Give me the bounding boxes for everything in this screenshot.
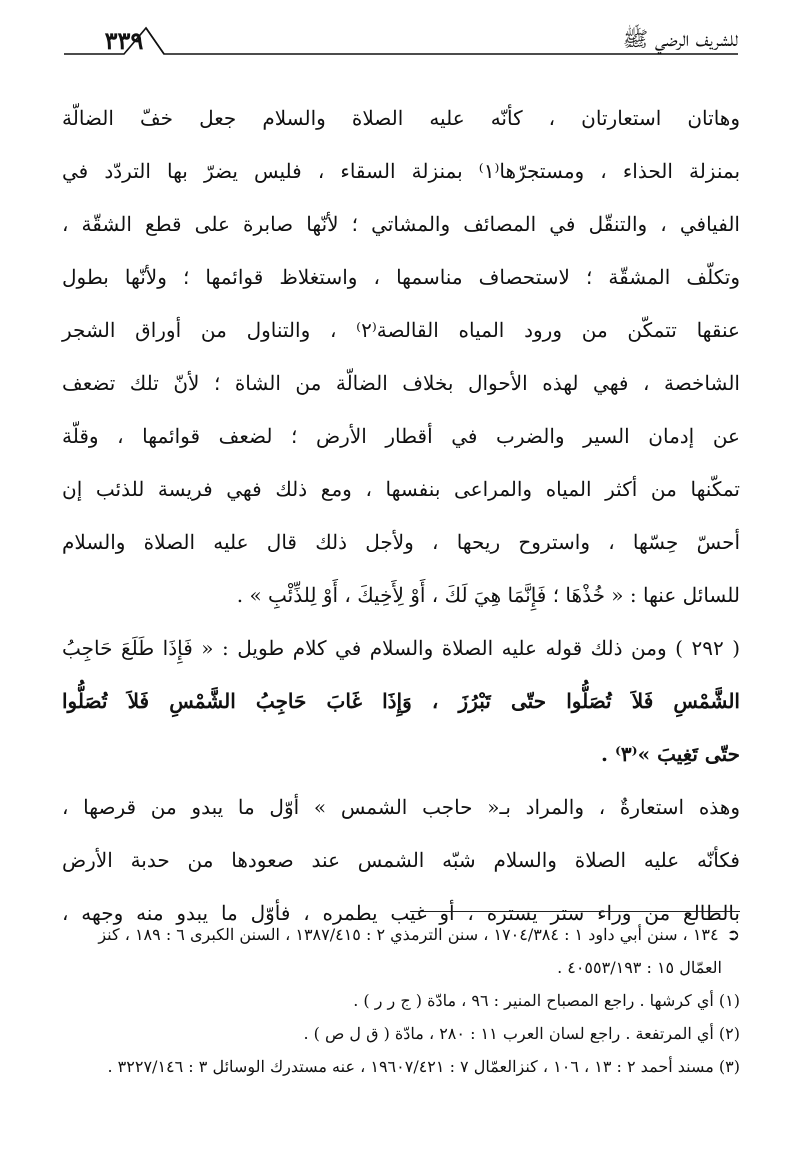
text-line: فكأنّه عليه الصلاة والسلام شبّه الشمس عند صعودها من حدبة الأرض (62, 848, 740, 872)
text-line: الشاخصة ، فهي لهذه الأحوال بخلاف الضالّة من الشاة ؛ لأنّ تلك تضعف (62, 371, 740, 395)
footnote-1: (١) أي كرشها . راجع المصباح المنير : ٩٦ ، مادّة ( ج ر ر ) . (353, 991, 740, 1010)
page-header (64, 14, 738, 72)
main-text (62, 92, 740, 940)
footnote-2: (٢) أي المرتفعة . راجع لسان العرب ١١ : ٢٨٠ ، مادّة ( ق ل ص ) . (303, 1024, 740, 1043)
text-line: عنقها تتمكّن من ورود المياه القالصة⁽٢⁾ ، والتناول من أوراق الشجر (62, 318, 740, 342)
footnote-3: (٣) مسند أحمد ٢ : ١٣ ، ١٠٦ ، كنزالعمّال ٧ : ١٩٦٠٧/٤٢١ ، عنه مستدرك الوسائل ٣ : ٣٢٢٧/١٤٦ . (107, 1057, 740, 1076)
footnote-separator (410, 911, 740, 912)
text-line: للسائل عنها : « خُذْهَا ؛ فَإِنَّمَا هِيَ لَكَ ، أَوْ لِأَخِيكَ ، أَوْ لِلذِّئْبِ » . (236, 583, 740, 607)
hadith-quote-line: حتّى تَغِيبَ »⁽٣⁾ . (601, 742, 740, 766)
text-line: بمنزلة الحذاء ، ومستجرّها⁽١⁾ بمنزلة السقاء ، فليس يضرّ بها التردّد في (62, 159, 741, 183)
text-line: الفيافي ، والتنقّل في المصائف والمشاتي ؛ لأنّها صابرة على قطع الشقّة ، (62, 212, 740, 236)
text-line: بالطالع من وراء ستر يستره ، أو غيب يطمره ، فأوّل ما يبدو منه وجهه ، (62, 901, 740, 925)
source-note-continued: العمّال ١٥ : ٤٠٥٥٣/١٩٣ . (557, 958, 722, 977)
source-marker-icon: ➲ (726, 925, 740, 944)
text-line: تمكّنها من أكثر المياه والمراعى بنفسها ، ومع ذلك فهي فريسة للذئب إن (62, 477, 740, 501)
text-line: وهاتان استعارتان ، كأنّه عليه الصلاة والسلام جعل خفّ الضالّة (62, 106, 740, 130)
footnotes (62, 918, 740, 1083)
text-line: وهذه استعارةٌ ، والمراد بـ« حاجب الشمس » أوّل ما يبدو من قرصها ، (62, 795, 740, 819)
hadith-292-line: ( ٢٩٢ ) ومن ذلك قوله عليه الصلاة والسلام في كلام طويل : « فَإِذَا طَلَعَ حَاجِبُ (62, 636, 740, 660)
text-line: عن إدمان السير والضرب في أقطار الأرض ؛ لضعف قوائمها ، وقلّة (62, 424, 740, 448)
source-note: ➲١٣٤ ، سنن أبي داود ١ : ١٧٠٤/٣٨٤ ، سنن الترمذي ٢ : ١٣٨٧/٤١٥ ، السنن الكبرى ٦ : ١٨٩ ، كنز (62, 918, 740, 951)
page-number: ٣٣٩ (104, 26, 144, 55)
text-line: وتكلّف المشقّة ؛ لاستحصاف مناسمها ، واستغلاظ قوائمها ؛ ولأنّها بطول (62, 265, 740, 289)
running-title: للشريف الرضي ﷺ (622, 27, 738, 51)
hadith-quote-line: الشَّمْسِ فَلاَ تُصَلُّوا حتّى تَبْرُزَ ، وَإِذَا غَابَ حَاجِبُ الشَّمْسِ فَلاَ تُصَلُّوا (62, 689, 740, 713)
text-line: أحسّ حِسّها ، واستروح ريحها ، ولأجل ذلك قال عليه الصلاة والسلام (62, 530, 740, 554)
